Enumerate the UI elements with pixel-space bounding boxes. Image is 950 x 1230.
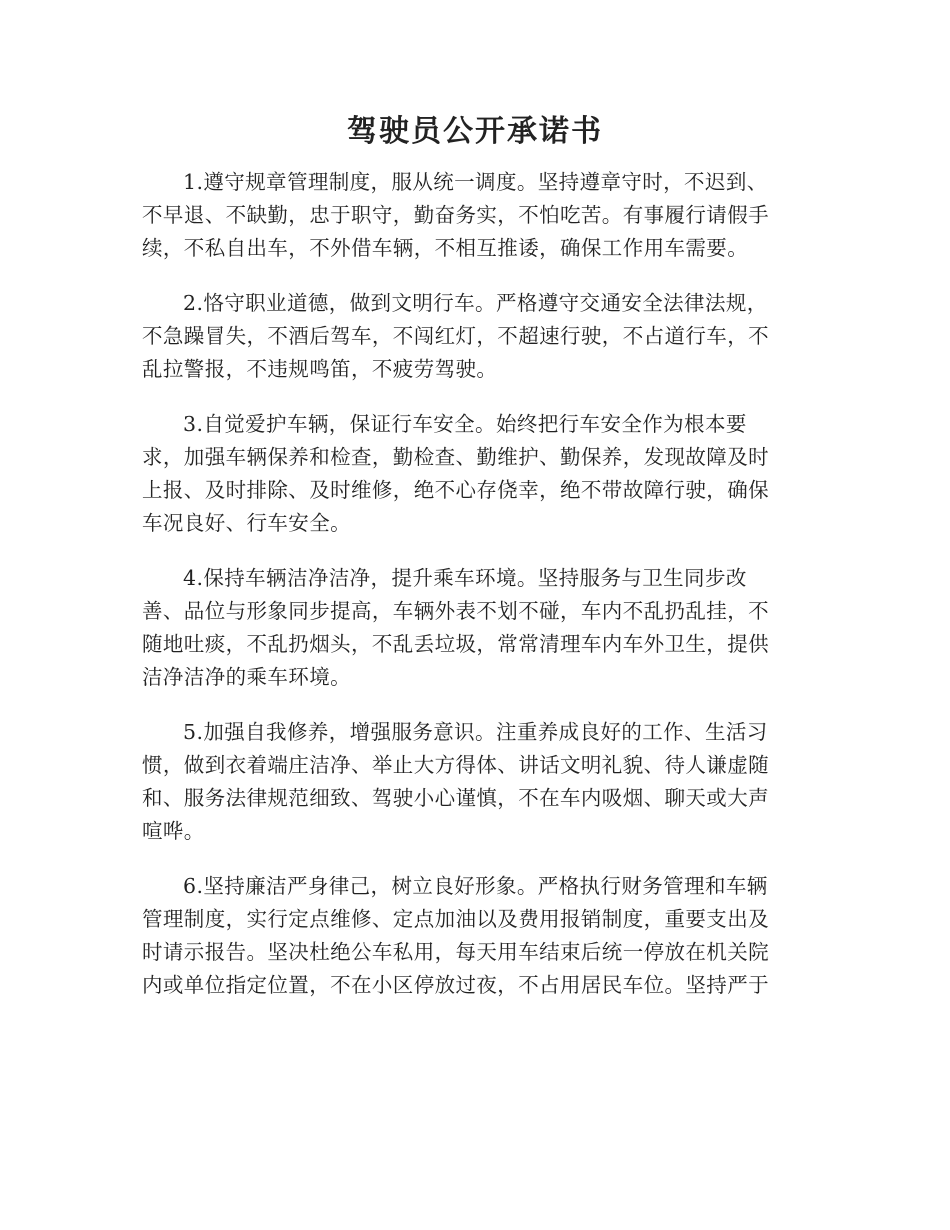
paragraph-5 (142, 716, 806, 848)
paragraph-line: 求，加强车辆保养和检查，勤检查、勤维护、勤保养，发现故障及时 (142, 445, 769, 469)
paragraph-line: 3.自觉爱护车辆，保证行车安全。始终把行车安全作为根本要 (183, 412, 747, 436)
paragraph-line: 车况良好、行车安全。 (142, 511, 351, 535)
paragraph-line: 内或单位指定位置，不在小区停放过夜，不占用居民车位。坚持严于 (142, 973, 769, 997)
paragraph-line: 随地吐痰，不乱扔烟头，不乱丢垃圾，常常清理车内车外卫生，提供 (142, 632, 769, 656)
paragraph-line: 惯，做到衣着端庄洁净、举止大方得体、讲话文明礼貌、待人谦虚随 (142, 753, 769, 777)
paragraph-6 (142, 870, 806, 1002)
paragraph-line: 管理制度，实行定点维修、定点加油以及费用报销制度，重要支出及 (142, 907, 769, 931)
paragraph-line: 4.保持车辆洁净洁净，提升乘车环境。坚持服务与卫生同步改 (183, 566, 747, 590)
document-title: 驾驶员公开承诺书 (347, 114, 603, 149)
paragraph-line: 善、品位与形象同步提高，车辆外表不划不碰，车内不乱扔乱挂，不 (142, 599, 769, 623)
paragraph-line: 乱拉警报，不违规鸣笛，不疲劳驾驶。 (142, 357, 498, 381)
paragraph-line: 和、服务法律规范细致、驾驶小心谨慎，不在车内吸烟、聊天或大声 (142, 786, 769, 810)
paragraph-3 (142, 408, 806, 540)
paragraph-line: 2.恪守职业道德，做到文明行车。严格遵守交通安全法律法规， (183, 291, 768, 315)
paragraph-line: 上报、及时排除、及时维修，绝不心存侥幸，绝不带故障行驶，确保 (142, 478, 769, 502)
paragraph-line: 1.遵守规章管理制度，服从统一调度。坚持遵章守时，不迟到、 (183, 170, 768, 194)
paragraph-2 (142, 287, 806, 386)
paragraph-4 (142, 562, 806, 694)
paragraph-line: 洁净洁净的乘车环境。 (142, 665, 351, 689)
paragraph-line: 不急躁冒失，不酒后驾车，不闯红灯，不超速行驶，不占道行车，不 (142, 324, 769, 348)
paragraph-line: 喧哗。 (142, 819, 205, 843)
paragraph-line: 5.加强自我修养，增强服务意识。注重养成良好的工作、生活习 (183, 720, 768, 744)
paragraph-line: 续，不私自出车，不外借车辆，不相互推诿，确保工作用车需要。 (142, 236, 749, 260)
paragraph-line: 时请示报告。坚决杜绝公车私用，每天用车结束后统一停放在机关院 (142, 940, 769, 964)
document-body (142, 166, 806, 1024)
paragraph-1 (142, 166, 806, 265)
paragraph-line: 6.坚持廉洁严身律己，树立良好形象。严格执行财务管理和车辆 (183, 874, 768, 898)
paragraph-line: 不早退、不缺勤，忠于职守，勤奋务实，不怕吃苦。有事履行请假手 (142, 203, 769, 227)
